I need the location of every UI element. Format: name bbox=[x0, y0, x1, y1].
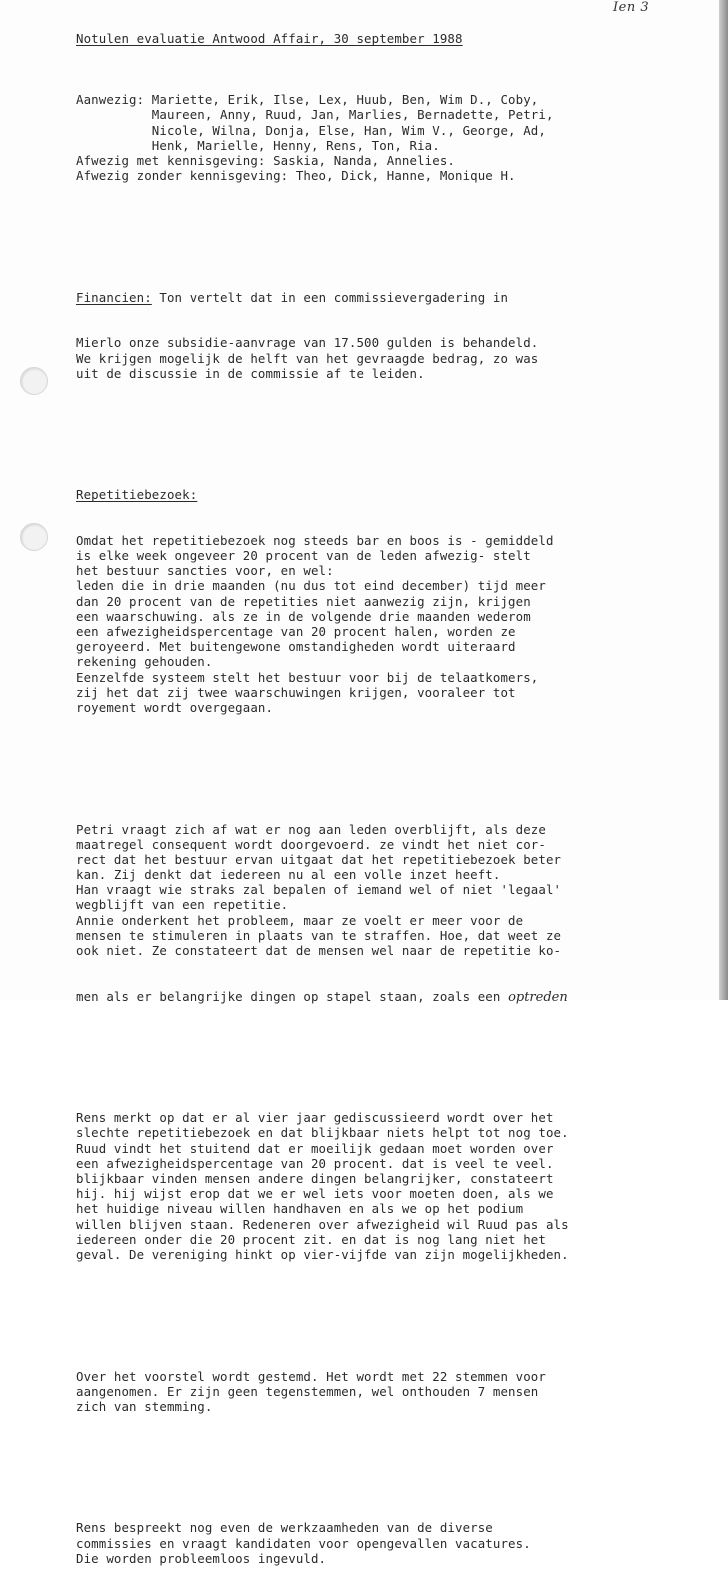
text-line: aangenomen. Er zijn geen tegenstemmen, wel onthouden 7 mensen bbox=[76, 1383, 539, 1399]
text-line: het bestuur sancties voor, en wel: bbox=[76, 563, 334, 579]
text-line: We krijgen mogelijk de helft van het gevraagde bedrag, zo was bbox=[76, 350, 539, 366]
text-line: het huidige niveau willen handhaven en als we op het podium bbox=[76, 1201, 524, 1217]
financien-paragraph-first bbox=[76, 290, 636, 305]
petri-last-line bbox=[76, 989, 636, 1004]
text-line: rect dat het bestuur ervan uitgaat dat het repetitiebezoek beter bbox=[76, 851, 562, 867]
text-line: Nicole, Wilna, Donja, Else, Han, Wim V., George, Ad, bbox=[76, 122, 546, 138]
text-line: blijkbaar vinden mensen andere dingen belangrijker, constateert bbox=[76, 1170, 554, 1186]
text-line: Eenzelfde systeem stelt het bestuur voor bij de telaatkomers, bbox=[76, 669, 539, 685]
text-line: zij het dat zij twee waarschuwingen krijgen, vooraleer tot bbox=[76, 684, 516, 700]
repetitie-paragraph bbox=[76, 533, 636, 715]
text-line: een afwezigheidspercentage van 20 procent. dat is veel te veel. bbox=[76, 1155, 554, 1171]
text-line: is elke week ongeveer 20 procent van de leden afwezig- stelt bbox=[76, 548, 531, 564]
rens-paragraph bbox=[76, 1110, 636, 1262]
document-title: Notulen evaluatie Antwood Affair, 30 september 1988 bbox=[76, 31, 463, 47]
text-line: commissies en vraagt kandidaten voor opengevallen vacatures. bbox=[76, 1535, 531, 1551]
text-line: Maureen, Anny, Ruud, Jan, Marlies, Bernadette, Petri, bbox=[76, 107, 554, 123]
document-body bbox=[76, 1, 636, 1596]
paper-edge-shadow bbox=[719, 0, 728, 1000]
text-line: leden die in drie maanden (nu dus tot eind december) tijd meer bbox=[76, 578, 546, 594]
text-line: mensen te stimuleren in plaats van te straffen. Hoe, dat weet ze bbox=[76, 927, 562, 943]
text-line: Die worden probleemloos ingevuld. bbox=[76, 1550, 327, 1566]
text-line: hij. hij wijst erop dat we er wel iets voor moeten doen, als we bbox=[76, 1186, 554, 1202]
financien-text: Ton vertelt dat in een commissievergadering in bbox=[151, 289, 509, 305]
text-line: een waarschuwing. als ze in de volgende drie maanden wederom bbox=[76, 608, 531, 624]
text-line: Over het voorstel wordt gestemd. Het wordt met 22 stemmen voor bbox=[76, 1368, 546, 1384]
text-line: zich van stemming. bbox=[76, 1398, 213, 1414]
corner-note: Ien 3 bbox=[613, 0, 650, 15]
text-line: Afwezig met kennisgeving: Saskia, Nanda, Annelies. bbox=[76, 152, 455, 168]
text-line: Petri vraagt zich af wat er nog aan leden overblijft, als deze bbox=[76, 821, 546, 837]
text-line: Henk, Marielle, Henny, Rens, Ton, Ria. bbox=[76, 137, 440, 153]
text-line: uit de discussie in de commissie af te leiden. bbox=[76, 365, 425, 381]
closing-paragraph bbox=[76, 1520, 636, 1566]
text-line: Omdat het repetitiebezoek nog steeds bar en boos is - gemiddeld bbox=[76, 532, 554, 548]
attendance-block bbox=[76, 92, 636, 183]
text-line: ook niet. Ze constateert dat de mensen wel naar de repetitie ko- bbox=[76, 943, 562, 959]
text-line: dan 20 procent van de repetities niet aanwezig zijn, krijgen bbox=[76, 593, 531, 609]
text-line: een afwezigheidspercentage van 20 procent halen, worden ze bbox=[76, 624, 516, 640]
punch-hole bbox=[20, 367, 48, 395]
handwritten-word: optreden bbox=[508, 989, 568, 1005]
text-line: Annie onderkent het probleem, maar ze voelt er meer voor de bbox=[76, 912, 524, 928]
text-line: willen blijven staan. Redeneren over afwezigheid wil Ruud pas als bbox=[76, 1216, 569, 1232]
text-line: royement wordt overgegaan. bbox=[76, 699, 274, 715]
text-line: Han vraagt wie straks zal bepalen of iemand wel of niet 'legaal' bbox=[76, 882, 562, 898]
petri-paragraph bbox=[76, 822, 636, 959]
text-line: Aanwezig: Mariette, Erik, Ilse, Lex, Huub, Ben, Wim D., Coby, bbox=[76, 92, 539, 108]
punch-hole bbox=[20, 523, 48, 551]
text-line: Afwezig zonder kennisgeving: Theo, Dick, Hanne, Monique H. bbox=[76, 168, 516, 184]
text-line: wegblijft van een repetitie. bbox=[76, 897, 289, 913]
financien-paragraph bbox=[76, 335, 636, 381]
text-line: kan. Zij denkt dat iedereen nu al een volle inzet heeft. bbox=[76, 867, 501, 883]
text-line: maatregel consequent wordt doorgevoerd. ze vindt het niet cor- bbox=[76, 836, 546, 852]
petri-last-line-text: men als er belangrijke dingen op stapel staan, zoals een bbox=[76, 988, 509, 1004]
text-line: geval. De vereniging hinkt op vier-vijfde van zijn mogelijkheden. bbox=[76, 1246, 569, 1262]
vote-paragraph bbox=[76, 1369, 636, 1415]
text-line: Rens bespreekt nog even de werkzaamheden van de diverse bbox=[76, 1520, 493, 1536]
financien-heading: Financien: bbox=[76, 289, 152, 305]
text-line: iedereen onder die 20 procent zit. en dat is nog lang niet het bbox=[76, 1231, 546, 1247]
text-line: Mierlo onze subsidie-aanvrage van 17.500 gulden is behandeld. bbox=[76, 335, 539, 351]
text-line: rekening gehouden. bbox=[76, 654, 213, 670]
text-line: Ruud vindt het stuitend dat er moeilijk gedaan moet worden over bbox=[76, 1140, 554, 1156]
text-line: slechte repetitiebezoek en dat blijkbaar niets helpt tot nog toe. bbox=[76, 1125, 569, 1141]
text-line: geroyeerd. Met buitengewone omstandigheden wordt uiteraard bbox=[76, 639, 516, 655]
repetitie-heading: Repetitiebezoek: bbox=[76, 487, 198, 503]
text-line: Rens merkt op dat er al vier jaar gediscussieerd wordt over het bbox=[76, 1110, 554, 1126]
